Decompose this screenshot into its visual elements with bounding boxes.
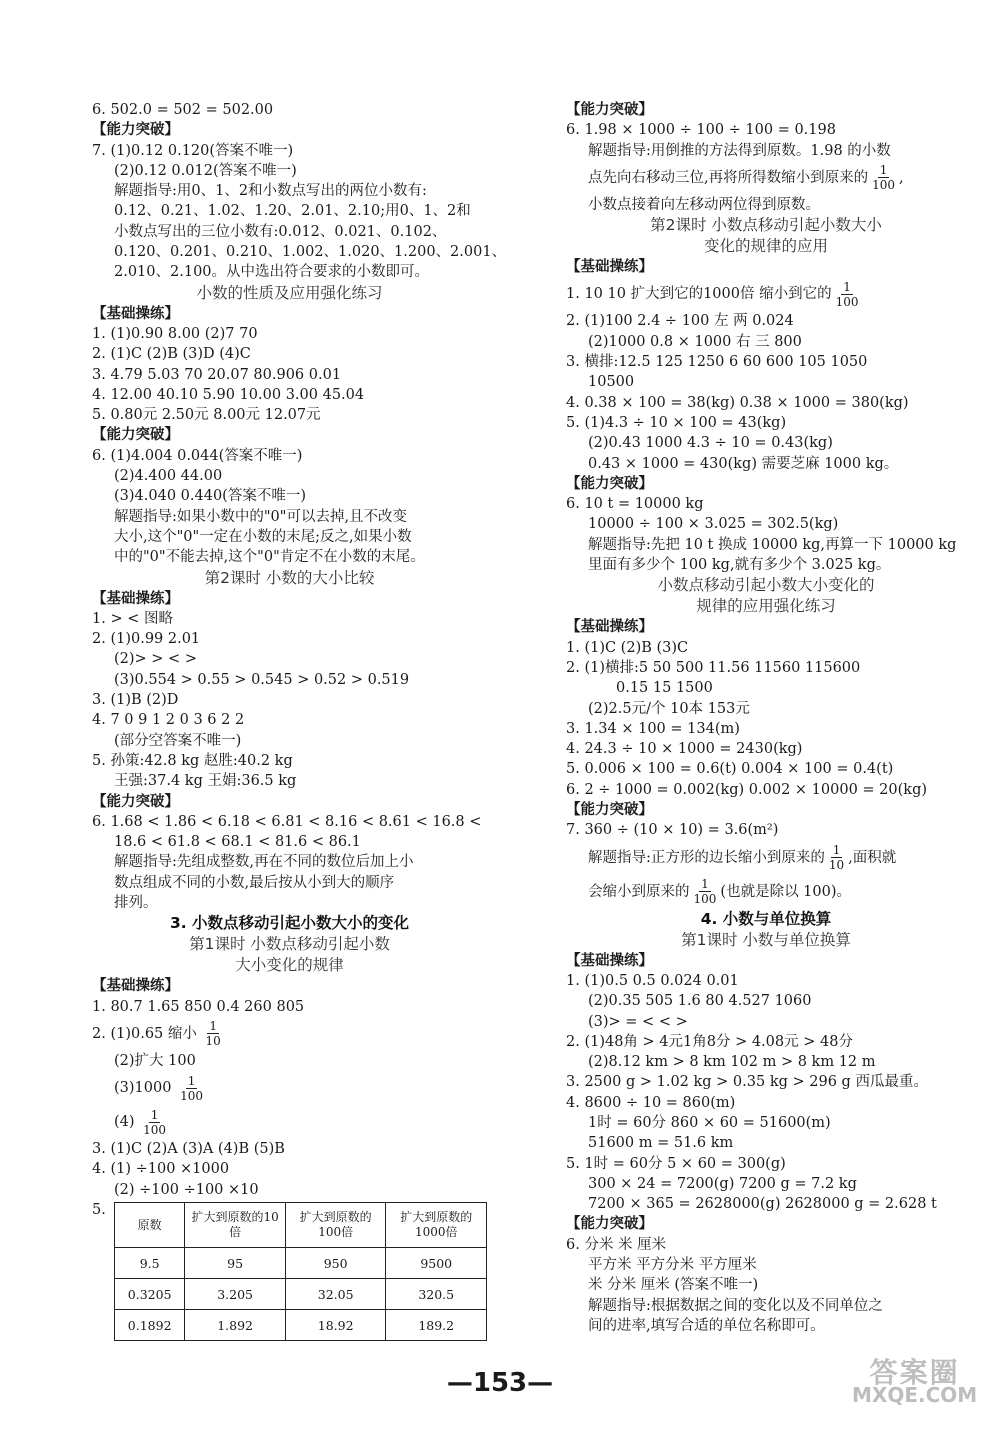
answer-line: 1. > < 图略 bbox=[92, 610, 173, 627]
answer-line: 里面有多少个 100 kg,就有多少个 3.025 kg。 bbox=[588, 557, 891, 574]
answer-line: 6. 10 t = 10000 kg bbox=[566, 496, 704, 513]
answer-line: 300 × 24 = 7200(g) 7200 g = 7.2 kg bbox=[588, 1175, 857, 1192]
table-cell: 9500 bbox=[386, 1248, 487, 1279]
table-cell: 18.92 bbox=[285, 1310, 386, 1341]
lesson-title: 小数点移动引起小数大小变化的 bbox=[657, 576, 875, 595]
answer-line: 5. bbox=[92, 1202, 106, 1219]
lesson-title: 第2课时 小数点移动引起小数大小 bbox=[650, 216, 882, 235]
answer-line: 5. 0.80元 2.50元 8.00元 12.07元 bbox=[92, 407, 321, 424]
answer-text: 会缩小到原来的 bbox=[588, 883, 690, 900]
section-heading: 【能力突破】 bbox=[92, 793, 179, 810]
fraction bbox=[834, 280, 861, 309]
watermark-logo bbox=[852, 1356, 978, 1407]
table-header: 扩大到原数的10倍 bbox=[185, 1203, 286, 1248]
answer-line: (2)0.35 505 1.6 80 4.527 1060 bbox=[588, 993, 812, 1010]
answer-line: 0.120、0.201、0.210、1.002、1.020、1.200、2.001、 bbox=[114, 244, 507, 261]
unit-title: 3. 小数点移动引起小数大小的变化 bbox=[169, 914, 410, 933]
answer-line: (2)2.5元/个 10本 153元 bbox=[588, 700, 750, 717]
section-heading: 【基础操练】 bbox=[566, 952, 653, 969]
fraction bbox=[178, 1074, 205, 1103]
answer-text: ,面积就 bbox=[848, 849, 897, 866]
answer-line: 2. (1)横排:5 50 500 11.56 11560 115600 bbox=[566, 659, 861, 676]
answer-line: 10500 bbox=[588, 374, 635, 391]
answer-line: 2.010、2.100。从中选出符合要求的小数即可。 bbox=[114, 264, 430, 281]
table-cell: 189.2 bbox=[386, 1310, 487, 1341]
table-cell: 1.892 bbox=[185, 1310, 286, 1341]
answer-line: 5. 0.006 × 100 = 0.6(t) 0.004 × 100 = 0.4(t) bbox=[566, 761, 894, 778]
lesson-title: 变化的规律的应用 bbox=[703, 237, 828, 256]
table-cell: 9.5 bbox=[115, 1248, 185, 1279]
lesson-title: 第1课时 小数点移动引起小数 bbox=[189, 935, 390, 954]
answer-line: 5. 孙策:42.8 kg 赵胜:40.2 kg bbox=[92, 752, 293, 769]
numerator: 1 bbox=[843, 279, 851, 294]
answer-text: 1. 10 10 扩大到它的1000倍 缩小到它的 bbox=[566, 286, 832, 303]
answer-line: 中的"0"不能去掉,这个"0"肯定不在小数的末尾。 bbox=[114, 549, 425, 566]
answer-line: (3)> = < < > bbox=[588, 1013, 688, 1030]
unit-title: 4. 小数与单位换算 bbox=[700, 909, 832, 928]
fraction bbox=[827, 843, 846, 872]
table-header: 扩大到原数的100倍 bbox=[285, 1203, 386, 1248]
answer-line: (2)4.400 44.00 bbox=[114, 468, 223, 485]
answer-line: 2. (1)100 2.4 ÷ 100 左 两 0.024 bbox=[566, 313, 794, 330]
lesson-title: 规律的应用强化练习 bbox=[696, 597, 836, 616]
answer-line: 数点组成不同的小数,最后按从小到大的顺序 bbox=[114, 874, 395, 891]
table-cell: 0.1892 bbox=[115, 1310, 185, 1341]
answer-line: 1. (1)0.5 0.5 0.024 0.01 bbox=[566, 972, 739, 989]
answer-line: 解题指导:如果小数中的"0"可以去掉,且不改变 bbox=[114, 508, 408, 525]
answer-line: (2)0.12 0.012(答案不唯一) bbox=[114, 162, 297, 179]
denominator: 100 bbox=[143, 1122, 167, 1137]
denominator: 100 bbox=[180, 1088, 203, 1103]
answer-line: 18.6 < 61.8 < 68.1 < 81.6 < 86.1 bbox=[114, 834, 361, 851]
answer-line: (2)> > < > bbox=[114, 651, 197, 668]
answer-line: 间的进率,填写合适的单位名称即可。 bbox=[588, 1317, 825, 1334]
section-heading: 【基础操练】 bbox=[566, 619, 653, 636]
answer-line: (2)8.12 km > 8 km 102 m > 8 km 12 m bbox=[588, 1054, 876, 1071]
answer-line: 6. 分米 米 厘米 bbox=[566, 1236, 667, 1253]
answer-line-fraction bbox=[566, 875, 966, 909]
answer-line: 1时 = 60分 860 × 60 = 51600(m) bbox=[588, 1114, 831, 1131]
answer-line: 3. 横排:12.5 125 1250 6 60 600 105 1050 bbox=[566, 354, 868, 371]
answer-line: 4. 7 0 9 1 2 0 3 6 2 2 bbox=[92, 712, 245, 729]
fraction bbox=[870, 163, 897, 192]
table-cell: 0.3205 bbox=[115, 1279, 185, 1310]
right-column bbox=[566, 100, 966, 1336]
denominator: 100 bbox=[872, 178, 896, 193]
answer-line: 7200 × 365 = 2628000(g) 2628000 g = 2.628 t bbox=[588, 1196, 937, 1213]
denominator: 10 bbox=[205, 1034, 221, 1049]
answer-line: 0.12、0.21、1.02、1.20、2.01、2.10;用0、1、2和 bbox=[114, 203, 471, 220]
answer-line: 2. (1)0.99 2.01 bbox=[92, 631, 201, 648]
answer-text: 2. (1)0.65 缩小 bbox=[92, 1025, 197, 1042]
answer-line: 4. (1) ÷100 ×1000 bbox=[92, 1161, 230, 1178]
fraction bbox=[141, 1108, 168, 1137]
section-heading: 【能力突破】 bbox=[566, 475, 653, 492]
answer-text: , bbox=[899, 169, 904, 186]
numerator: 1 bbox=[209, 1019, 217, 1034]
answer-line: (3)4.040 0.440(答案不唯一) bbox=[114, 488, 306, 505]
answer-line: 2. (1)C (2)B (3)D (4)C bbox=[92, 346, 251, 363]
section-heading: 【能力突破】 bbox=[566, 1216, 653, 1233]
answer-line: 大小,这个"0"一定在小数的末尾;反之,如果小数 bbox=[114, 528, 412, 545]
table-cell: 950 bbox=[285, 1248, 386, 1279]
section-heading: 【基础操练】 bbox=[92, 978, 179, 995]
answer-line-fraction bbox=[92, 1071, 487, 1105]
answer-line: 6. (1)4.004 0.044(答案不唯一) bbox=[92, 447, 303, 464]
answer-line: 3. 4.79 5.03 70 20.07 80.906 0.01 bbox=[92, 366, 342, 383]
answer-text: (3)1000 bbox=[114, 1080, 172, 1097]
answer-line-fraction bbox=[566, 161, 966, 195]
answer-line: 3. (1)B (2)D bbox=[92, 692, 179, 709]
table-row bbox=[115, 1279, 487, 1310]
answer-line: 0.43 × 1000 = 430(kg) 需要芝麻 1000 kg。 bbox=[588, 455, 899, 472]
answer-line-fraction bbox=[566, 277, 966, 311]
watermark-text: 答案圈 bbox=[869, 1356, 960, 1389]
denominator: 100 bbox=[835, 294, 859, 309]
answer-line: 6. 2 ÷ 1000 = 0.002(kg) 0.002 × 10000 = 20(kg) bbox=[566, 781, 928, 798]
answer-line: 6. 502.0 = 502 = 502.00 bbox=[92, 102, 274, 118]
answer-line: 5. 1时 = 60分 5 × 60 = 300(g) bbox=[566, 1155, 786, 1172]
answer-line: 6. 1.68 < 1.86 < 6.18 < 6.81 < 8.16 < 8.61 < 16.8 < bbox=[92, 813, 482, 830]
table-row bbox=[115, 1248, 487, 1279]
table-cell: 3.205 bbox=[185, 1279, 286, 1310]
answer-line: (3)0.554 > 0.55 > 0.545 > 0.52 > 0.519 bbox=[114, 671, 410, 688]
answer-line: 小数点写出的三位小数有:0.012、0.021、0.102、 bbox=[114, 223, 447, 240]
answer-line: 3. 2500 g > 1.02 kg > 0.35 kg > 296 g 西瓜最重。 bbox=[566, 1074, 928, 1091]
answer-line: 平方米 平方分米 平方厘米 bbox=[588, 1257, 757, 1274]
answer-line-fraction bbox=[92, 1105, 487, 1139]
answer-line: (2)扩大 100 bbox=[114, 1052, 196, 1069]
table-header: 扩大到原数的1000倍 bbox=[386, 1203, 487, 1248]
answer-line: 3. 1.34 × 100 = 134(m) bbox=[566, 720, 740, 737]
section-heading: 【基础操练】 bbox=[92, 305, 179, 322]
answer-line: 解题指导:用0、1、2和小数点写出的两位小数有: bbox=[114, 183, 427, 200]
table-cell: 320.5 bbox=[386, 1279, 487, 1310]
answer-line: (2)1000 0.8 × 1000 右 三 800 bbox=[588, 333, 802, 350]
denominator: 100 bbox=[693, 892, 717, 907]
answer-table bbox=[114, 1202, 487, 1341]
section-heading: 【基础操练】 bbox=[566, 259, 653, 276]
answer-line: 3. (1)C (2)A (3)A (4)B (5)B bbox=[92, 1141, 285, 1158]
answer-line: 6. 1.98 × 1000 ÷ 100 ÷ 100 = 0.198 bbox=[566, 122, 836, 139]
answer-text: 点先向右移动三位,再将所得数缩小到原来的 bbox=[588, 169, 869, 186]
answer-line: 5. (1)4.3 ÷ 10 × 100 = 43(kg) bbox=[566, 414, 787, 431]
section-heading: 【基础操练】 bbox=[92, 590, 179, 607]
answer-line: 排列。 bbox=[114, 894, 158, 911]
answer-line: 1. (1)C (2)B (3)C bbox=[566, 639, 689, 656]
answer-line: (2) ÷100 ÷100 ×10 bbox=[114, 1181, 259, 1198]
numerator: 1 bbox=[701, 877, 709, 892]
lesson-title: 小数的性质及应用强化练习 bbox=[196, 283, 383, 302]
answer-text: (4) bbox=[114, 1114, 135, 1131]
answer-line: 1. 80.7 1.65 850 0.4 260 805 bbox=[92, 998, 305, 1015]
answer-line: 解题指导:先组成整数,再在不同的数位后加上小 bbox=[114, 854, 414, 871]
lesson-title: 第1课时 小数与单位换算 bbox=[681, 930, 851, 949]
watermark-url: MXQE.COM bbox=[852, 1383, 978, 1407]
table-cell: 32.05 bbox=[285, 1279, 386, 1310]
answer-line: (2)0.43 1000 4.3 ÷ 10 = 0.43(kg) bbox=[588, 435, 833, 452]
answer-text: (也就是除以 100)。 bbox=[720, 883, 852, 900]
answer-line: 解题指导:用倒推的方法得到原数。1.98 的小数 bbox=[588, 142, 891, 159]
numerator: 1 bbox=[879, 163, 888, 178]
table-cell: 95 bbox=[185, 1248, 286, 1279]
lesson-title: 第2课时 小数的大小比较 bbox=[204, 568, 375, 587]
answer-line: (部分空答案不唯一) bbox=[114, 732, 242, 749]
answer-line: 王强:37.4 kg 王娟:36.5 kg bbox=[114, 773, 297, 790]
answer-line: 米 分米 厘米 (答案不唯一) bbox=[588, 1277, 759, 1294]
table-header-row bbox=[115, 1203, 487, 1248]
answer-line-fraction bbox=[92, 1017, 487, 1051]
denominator: 10 bbox=[828, 858, 845, 873]
answer-text: 解题指导:正方形的边长缩小到原来的 bbox=[588, 849, 825, 866]
section-heading: 【能力突破】 bbox=[566, 102, 653, 118]
answer-line: 解题指导:先把 10 t 换成 10000 kg,再算一下 10000 kg bbox=[588, 536, 957, 553]
fraction bbox=[692, 877, 719, 906]
answer-line: 1. (1)0.90 8.00 (2)7 70 bbox=[92, 325, 258, 342]
answer-line: 0.15 15 1500 bbox=[616, 680, 713, 697]
answer-line: 7. 360 ÷ (10 × 10) = 3.6(m²) bbox=[566, 822, 779, 839]
answer-line: 解题指导:根据数据之间的变化以及不同单位之 bbox=[588, 1297, 883, 1314]
answer-line: 4. 24.3 ÷ 10 × 1000 = 2430(kg) bbox=[566, 741, 803, 758]
answer-line: 10000 ÷ 100 × 3.025 = 302.5(kg) bbox=[588, 516, 839, 533]
numerator: 1 bbox=[187, 1073, 196, 1088]
numerator: 1 bbox=[150, 1107, 159, 1122]
answer-line: 7. (1)0.12 0.120(答案不唯一) bbox=[92, 142, 294, 159]
answer-line: 2. (1)48角 > 4元1角8分 > 4.08元 > 48分 bbox=[566, 1033, 853, 1050]
table-row bbox=[115, 1310, 487, 1341]
fraction bbox=[204, 1019, 223, 1048]
section-heading: 【能力突破】 bbox=[92, 427, 179, 444]
numerator: 1 bbox=[832, 843, 841, 858]
answer-line: 4. 0.38 × 100 = 38(kg) 0.38 × 1000 = 380(kg) bbox=[566, 394, 909, 411]
left-column bbox=[92, 100, 507, 1341]
page-number: —153— bbox=[446, 1368, 554, 1398]
answer-line: 小数点接着向左移动两位得到原数。 bbox=[588, 196, 820, 213]
answer-line: 4. 8600 ÷ 10 = 860(m) bbox=[566, 1094, 736, 1111]
answer-line-fraction bbox=[566, 841, 966, 875]
lesson-title: 大小变化的规律 bbox=[235, 956, 344, 975]
table-header: 原数 bbox=[115, 1203, 185, 1248]
section-heading: 【能力突破】 bbox=[92, 122, 179, 139]
answer-line: 51600 m = 51.6 km bbox=[588, 1135, 734, 1152]
section-heading: 【能力突破】 bbox=[566, 802, 653, 819]
answer-line: 4. 12.00 40.10 5.90 10.00 3.00 45.04 bbox=[92, 386, 365, 403]
